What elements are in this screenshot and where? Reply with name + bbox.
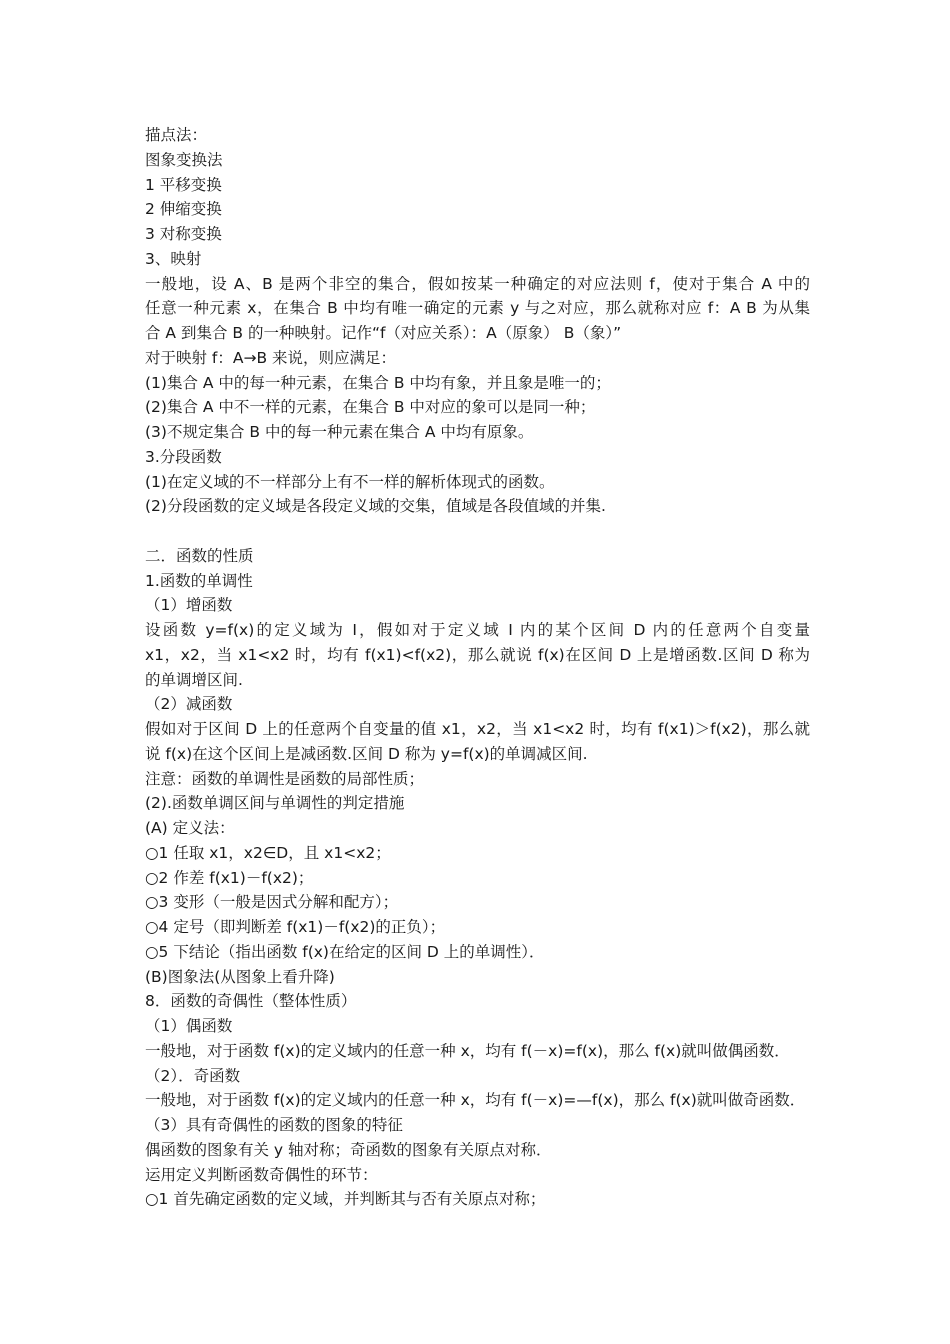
text-line: (1)在定义域的不一样部分上有不一样的解析体现式的函数。 [145, 472, 555, 491]
text-line: （2）．奇函数 [145, 1066, 241, 1085]
document-page [145, 123, 810, 1212]
text-line: (3)不规定集合 B 中的每一种元素在集合 A 中均有原象。 [145, 423, 534, 441]
text-line: 的单调增区间. [145, 670, 243, 689]
list-item: ○4 定号（即判断差 f(x1)－f(x2)的正负）； [145, 918, 446, 936]
text-line: （2）减函数 [145, 695, 233, 714]
text-line: (2).函数单调区间与单调性的判定措施 [145, 794, 405, 813]
text-line: 运用定义判断函数奇偶性的环节： [145, 1165, 378, 1184]
text-line: 设函数 y=f(x)的定义域为 I，假如对于定义域 I 内的某个区间 D 内的任意两个自变量 [145, 621, 810, 639]
text-line: (B)图象法(从图象上看升降) [145, 967, 335, 986]
text-line: (A) 定义法： [145, 819, 235, 837]
section-heading: 3、映射 [145, 249, 202, 268]
text-line: 一般地，设 A、B 是两个非空的集合，假如按某一种确定的对应法则 f，使对于集合 A 中的 [145, 274, 810, 293]
text-line: 注意：函数的单调性是函数的局部性质； [145, 769, 425, 788]
text-line: 一般地，对于函数 f(x)的定义域内的任意一种 x，均有 f(－x)=—f(x)，那么 f(x)就叫做奇函数． [145, 1091, 806, 1110]
list-item: ○5 下结论（指出函数 f(x)在给定的区间 D 上的单调性）． [145, 942, 545, 961]
list-item: ○3 变形（一般是因式分解和配方）； [145, 893, 399, 912]
text-line: 对于映射 f：A→B 来说，则应满足： [145, 348, 397, 367]
blank-line [145, 519, 810, 544]
text-line: 图象变换法 [145, 150, 223, 169]
text-line: 说 f(x)在这个区间上是减函数.区间 D 称为 y=f(x)的单调减区间. [145, 744, 588, 763]
text-line: （3）具有奇偶性的函数的图象的特征 [145, 1116, 403, 1134]
text-line: （1）偶函数 [145, 1017, 233, 1035]
text-line: 1 平移变换 [145, 175, 222, 194]
text-line: (2)集合 A 中不一样的元素，在集合 B 中对应的象可以是同一种； [145, 398, 596, 417]
list-item: ○1 首先确定函数的定义域，并判断其与否有关原点对称； [145, 1190, 546, 1209]
text-line: (1)集合 A 中的每一种元素，在集合 B 中均有象，并且象是唯一的； [145, 373, 611, 392]
text-line: 3 对称变换 [145, 225, 222, 243]
section-heading: 二．函数的性质 [145, 546, 254, 565]
text-line: 一般地，对于函数 f(x)的定义域内的任意一种 x，均有 f(－x)=f(x)，那么 f(x)就叫做偶函数． [145, 1041, 790, 1060]
list-item: ○1 任取 x1，x2∈D，且 x1<x2； [145, 843, 391, 862]
text-line: 偶函数的图象有关 y 轴对称；奇函数的图象有关原点对称． [145, 1140, 552, 1159]
text-line: 任意一种元素 x，在集合 B 中均有唯一确定的元素 y 与之对应，那么就称对应 f：A B 为从集 [145, 299, 810, 318]
text-line: 描点法： [145, 126, 208, 144]
section-heading: 3.分段函数 [145, 447, 222, 466]
list-item: ○2 作差 f(x1)－f(x2)； [145, 868, 314, 887]
text-line: (2)分段函数的定义域是各段定义域的交集，值域是各段值域的并集. [145, 497, 606, 516]
text-line: （1）增函数 [145, 596, 233, 615]
text-line: x1，x2，当 x1<x2 时，均有 f(x1)<f(x2)，那么就说 f(x)在区间 D 上是增函数.区间 D 称为 [145, 645, 810, 664]
text-line: 2 伸缩变换 [145, 200, 222, 219]
subsection-heading: 8．函数的奇偶性（整体性质） [145, 992, 357, 1011]
subsection-heading: 1.函数的单调性 [145, 571, 253, 590]
text-line: 假如对于区间 D 上的任意两个自变量的值 x1，x2，当 x1<x2 时，均有 f(x1)＞f(x2)，那么就 [145, 720, 810, 738]
text-line: 合 A 到集合 B 的一种映射。记作“f（对应关系）：A（原象） B（象）” [145, 324, 622, 342]
